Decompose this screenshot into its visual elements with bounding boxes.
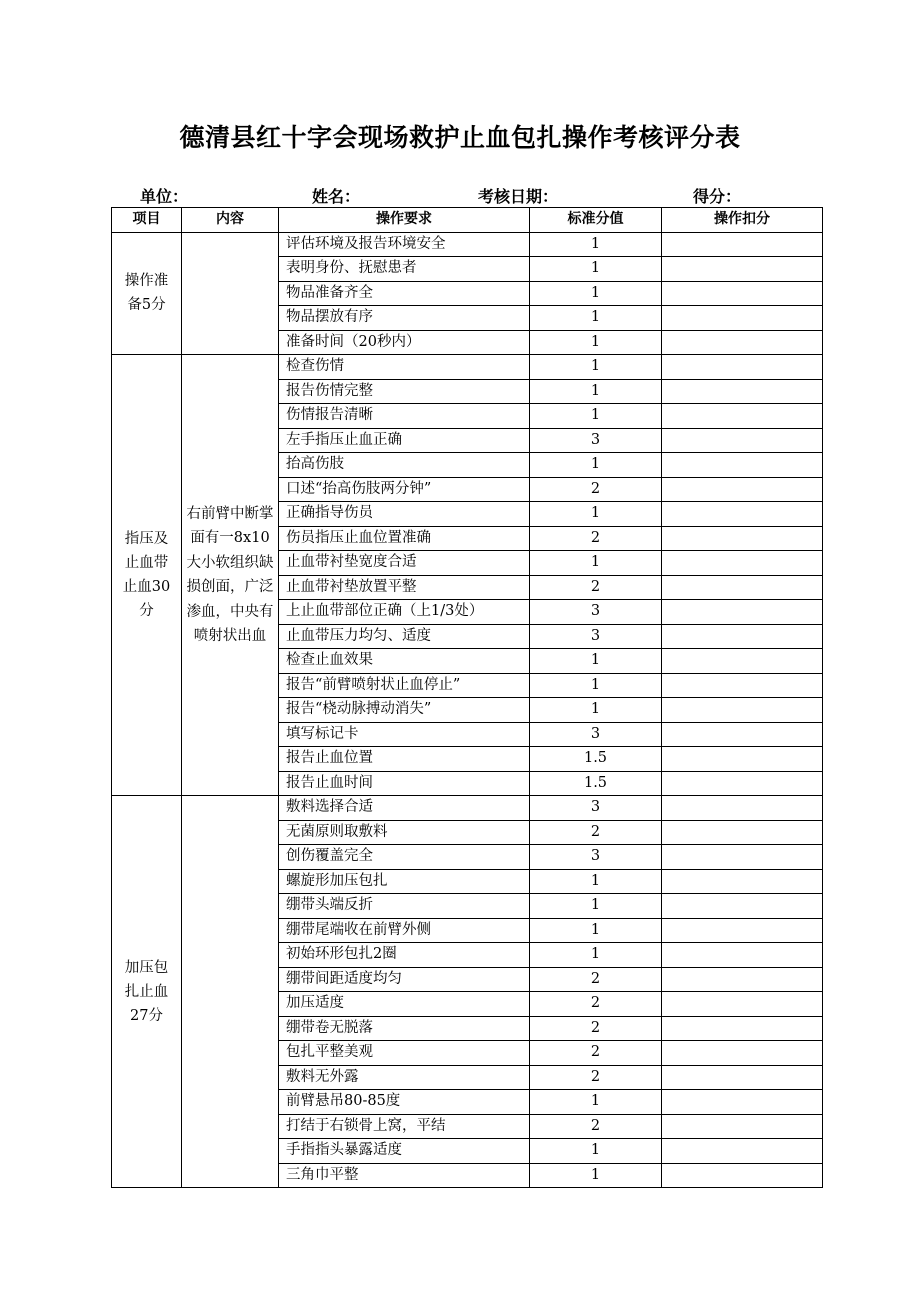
requirement-cell: 物品准备齐全 bbox=[279, 281, 530, 306]
standard-score-cell: 1 bbox=[530, 1090, 662, 1115]
deduction-cell[interactable] bbox=[662, 1114, 823, 1139]
table-row bbox=[112, 232, 823, 257]
standard-score-cell: 1 bbox=[530, 232, 662, 257]
requirement-cell: 绷带卷无脱落 bbox=[279, 1016, 530, 1041]
requirement-cell: 准备时间（20秒内） bbox=[279, 330, 530, 355]
standard-score-cell: 1 bbox=[530, 673, 662, 698]
standard-score-cell: 2 bbox=[530, 1041, 662, 1066]
deduction-cell[interactable] bbox=[662, 992, 823, 1017]
deduction-cell[interactable] bbox=[662, 575, 823, 600]
deduction-cell[interactable] bbox=[662, 502, 823, 527]
deduction-cell[interactable] bbox=[662, 428, 823, 453]
deduction-cell[interactable] bbox=[662, 673, 823, 698]
requirement-cell: 报告“前臂喷射状止血停止” bbox=[279, 673, 530, 698]
requirement-cell: 包扎平整美观 bbox=[279, 1041, 530, 1066]
requirement-cell: 抬高伤肢 bbox=[279, 453, 530, 478]
requirement-cell: 报告伤情完整 bbox=[279, 379, 530, 404]
deduction-cell[interactable] bbox=[662, 526, 823, 551]
standard-score-cell: 3 bbox=[530, 600, 662, 625]
requirement-cell: 报告“桡动脉搏动消失” bbox=[279, 698, 530, 723]
standard-score-cell: 2 bbox=[530, 526, 662, 551]
standard-score-cell: 2 bbox=[530, 992, 662, 1017]
deduction-cell[interactable] bbox=[662, 967, 823, 992]
requirement-cell: 上止血带部位正确（上1/3处） bbox=[279, 600, 530, 625]
standard-score-cell: 2 bbox=[530, 1016, 662, 1041]
deduction-cell[interactable] bbox=[662, 771, 823, 796]
table-header-row bbox=[112, 208, 823, 233]
standard-score-cell: 1 bbox=[530, 894, 662, 919]
requirement-cell: 绷带间距适度均匀 bbox=[279, 967, 530, 992]
standard-score-cell: 2 bbox=[530, 967, 662, 992]
name-label: 姓名： bbox=[312, 187, 361, 206]
standard-score-cell: 1 bbox=[530, 453, 662, 478]
standard-score-cell: 1 bbox=[530, 1163, 662, 1188]
deduction-cell[interactable] bbox=[662, 1139, 823, 1164]
requirement-cell: 止血带衬垫放置平整 bbox=[279, 575, 530, 600]
section-content-cell bbox=[182, 796, 279, 1188]
requirement-cell: 三角巾平整 bbox=[279, 1163, 530, 1188]
requirement-cell: 无菌原则取敷料 bbox=[279, 820, 530, 845]
section-item-cell: 操作准备5分 bbox=[112, 232, 182, 355]
requirement-cell: 初始环形包扎2圈 bbox=[279, 943, 530, 968]
deduction-cell[interactable] bbox=[662, 355, 823, 380]
requirement-cell: 检查止血效果 bbox=[279, 649, 530, 674]
standard-score-cell: 2 bbox=[530, 1065, 662, 1090]
standard-score-cell: 1 bbox=[530, 355, 662, 380]
deduction-cell[interactable] bbox=[662, 624, 823, 649]
table-row bbox=[112, 355, 823, 380]
deduction-cell[interactable] bbox=[662, 379, 823, 404]
requirement-cell: 填写标记卡 bbox=[279, 722, 530, 747]
header-requirement: 操作要求 bbox=[279, 208, 530, 233]
standard-score-cell: 1 bbox=[530, 869, 662, 894]
deduction-cell[interactable] bbox=[662, 306, 823, 331]
score-label: 得分： bbox=[693, 187, 742, 206]
section-content-cell bbox=[182, 232, 279, 355]
requirement-cell: 检查伤情 bbox=[279, 355, 530, 380]
standard-score-cell: 1 bbox=[530, 257, 662, 282]
deduction-cell[interactable] bbox=[662, 722, 823, 747]
standard-score-cell: 1 bbox=[530, 379, 662, 404]
standard-score-cell: 3 bbox=[530, 624, 662, 649]
deduction-cell[interactable] bbox=[662, 820, 823, 845]
standard-score-cell: 1.5 bbox=[530, 771, 662, 796]
deduction-cell[interactable] bbox=[662, 281, 823, 306]
section-item-cell: 加压包扎止血27分 bbox=[112, 796, 182, 1188]
deduction-cell[interactable] bbox=[662, 600, 823, 625]
requirement-cell: 前臂悬吊80-85度 bbox=[279, 1090, 530, 1115]
deduction-cell[interactable] bbox=[662, 257, 823, 282]
standard-score-cell: 1 bbox=[530, 943, 662, 968]
requirement-cell: 口述“抬高伤肢两分钟” bbox=[279, 477, 530, 502]
standard-score-cell: 3 bbox=[530, 845, 662, 870]
requirement-cell: 物品摆放有序 bbox=[279, 306, 530, 331]
requirement-cell: 敷料无外露 bbox=[279, 1065, 530, 1090]
header-standard-score: 标准分值 bbox=[530, 208, 662, 233]
deduction-cell[interactable] bbox=[662, 1065, 823, 1090]
standard-score-cell: 1 bbox=[530, 404, 662, 429]
deduction-cell[interactable] bbox=[662, 649, 823, 674]
standard-score-cell: 2 bbox=[530, 820, 662, 845]
requirement-cell: 绷带头端反折 bbox=[279, 894, 530, 919]
deduction-cell[interactable] bbox=[662, 845, 823, 870]
standard-score-cell: 1 bbox=[530, 551, 662, 576]
standard-score-cell: 1 bbox=[530, 1139, 662, 1164]
standard-score-cell: 2 bbox=[530, 477, 662, 502]
deduction-cell[interactable] bbox=[662, 698, 823, 723]
deduction-cell[interactable] bbox=[662, 747, 823, 772]
deduction-cell[interactable] bbox=[662, 477, 823, 502]
header-item: 项目 bbox=[112, 208, 182, 233]
deduction-cell[interactable] bbox=[662, 943, 823, 968]
section-content-cell: 右前臂中断掌面有一8x10大小软组织缺损创面，广泛渗血，中央有喷射状出血 bbox=[182, 355, 279, 796]
standard-score-cell: 3 bbox=[530, 428, 662, 453]
requirement-cell: 报告止血时间 bbox=[279, 771, 530, 796]
requirement-cell: 伤员指压止血位置准确 bbox=[279, 526, 530, 551]
section-item-cell: 指压及止血带止血30分 bbox=[112, 355, 182, 796]
requirement-cell: 伤情报告清晰 bbox=[279, 404, 530, 429]
date-label: 考核日期： bbox=[478, 187, 559, 206]
requirement-cell: 手指指头暴露适度 bbox=[279, 1139, 530, 1164]
standard-score-cell: 3 bbox=[530, 722, 662, 747]
deduction-cell[interactable] bbox=[662, 330, 823, 355]
header-deduction: 操作扣分 bbox=[662, 208, 823, 233]
header-content: 内容 bbox=[182, 208, 279, 233]
table-row bbox=[112, 796, 823, 821]
standard-score-cell: 1 bbox=[530, 281, 662, 306]
requirement-cell: 打结于右锁骨上窝，平结 bbox=[279, 1114, 530, 1139]
standard-score-cell: 2 bbox=[530, 575, 662, 600]
deduction-cell[interactable] bbox=[662, 1090, 823, 1115]
standard-score-cell: 1 bbox=[530, 330, 662, 355]
requirement-cell: 左手指压止血正确 bbox=[279, 428, 530, 453]
table-body bbox=[112, 232, 823, 1188]
deduction-cell[interactable] bbox=[662, 796, 823, 821]
requirement-cell: 螺旋形加压包扎 bbox=[279, 869, 530, 894]
requirement-cell: 评估环境及报告环境安全 bbox=[279, 232, 530, 257]
unit-label: 单位： bbox=[140, 187, 189, 206]
deduction-cell[interactable] bbox=[662, 918, 823, 943]
standard-score-cell: 2 bbox=[530, 1114, 662, 1139]
requirement-cell: 表明身份、抚慰患者 bbox=[279, 257, 530, 282]
requirement-cell: 止血带压力均匀、适度 bbox=[279, 624, 530, 649]
page-title: 德清县红十字会现场救护止血包扎操作考核评分表 bbox=[179, 123, 741, 152]
standard-score-cell: 1 bbox=[530, 306, 662, 331]
deduction-cell[interactable] bbox=[662, 894, 823, 919]
deduction-cell[interactable] bbox=[662, 1163, 823, 1188]
deduction-cell[interactable] bbox=[662, 551, 823, 576]
deduction-cell[interactable] bbox=[662, 404, 823, 429]
standard-score-cell: 1 bbox=[530, 502, 662, 527]
requirement-cell: 绷带尾端收在前臂外侧 bbox=[279, 918, 530, 943]
requirement-cell: 止血带衬垫宽度合适 bbox=[279, 551, 530, 576]
requirement-cell: 报告止血位置 bbox=[279, 747, 530, 772]
standard-score-cell: 1.5 bbox=[530, 747, 662, 772]
deduction-cell[interactable] bbox=[662, 1016, 823, 1041]
standard-score-cell: 3 bbox=[530, 796, 662, 821]
standard-score-cell: 1 bbox=[530, 698, 662, 723]
deduction-cell[interactable] bbox=[662, 869, 823, 894]
requirement-cell: 加压适度 bbox=[279, 992, 530, 1017]
deduction-cell[interactable] bbox=[662, 232, 823, 257]
requirement-cell: 敷料选择合适 bbox=[279, 796, 530, 821]
deduction-cell[interactable] bbox=[662, 1041, 823, 1066]
scoring-table bbox=[111, 207, 823, 1188]
deduction-cell[interactable] bbox=[662, 453, 823, 478]
standard-score-cell: 1 bbox=[530, 918, 662, 943]
requirement-cell: 正确指导伤员 bbox=[279, 502, 530, 527]
standard-score-cell: 1 bbox=[530, 649, 662, 674]
requirement-cell: 创伤覆盖完全 bbox=[279, 845, 530, 870]
